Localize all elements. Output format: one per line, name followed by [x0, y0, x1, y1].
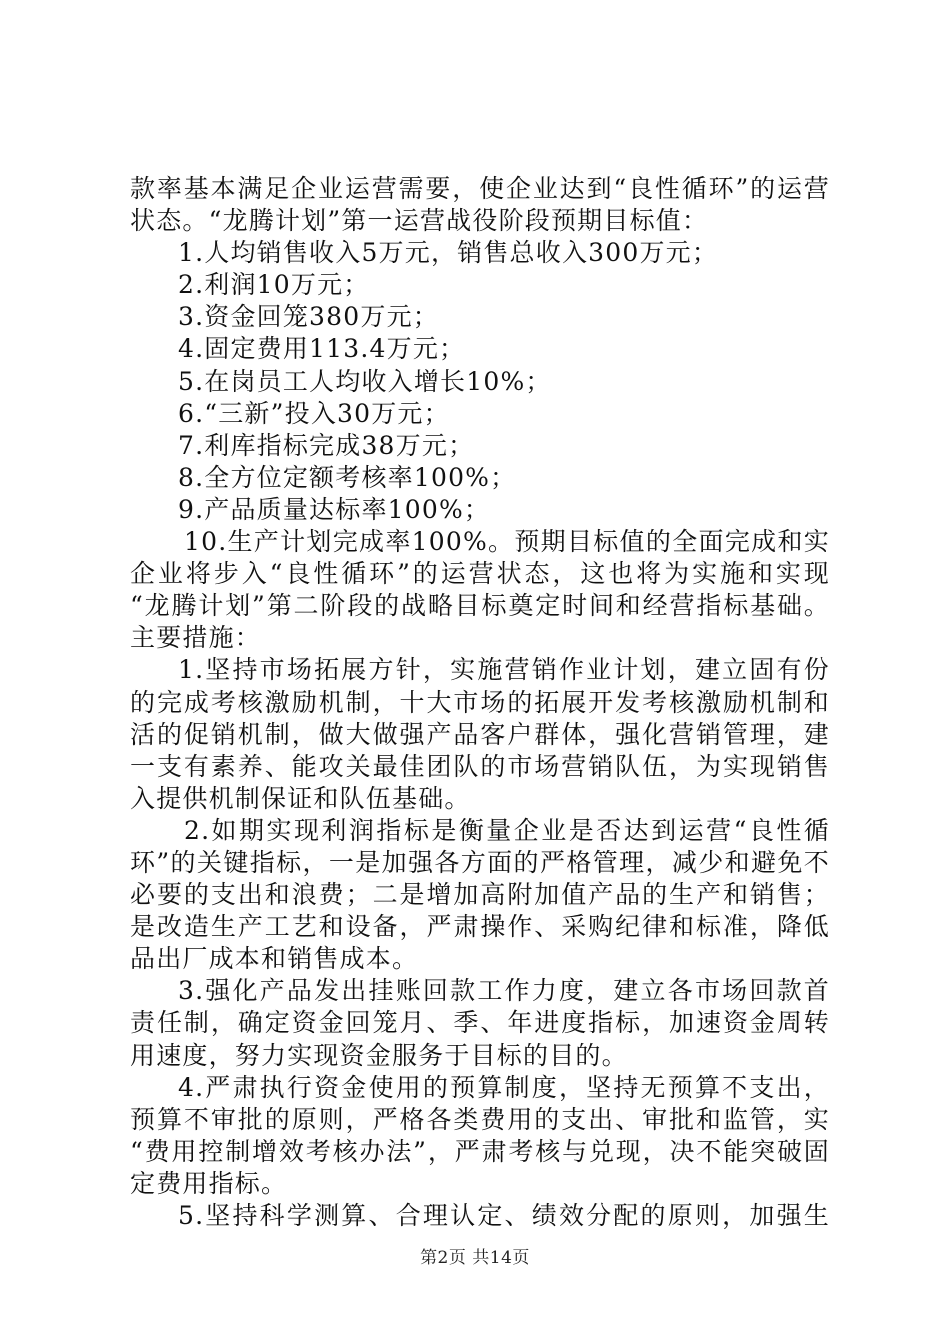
text-line: 定费用指标。: [130, 1168, 288, 1198]
text-line: 的完成考核激励机制，十大市场的拓展开发考核激励机制和: [130, 687, 830, 717]
text-line: 一支有素养、能攻关最佳团队的市场营销队伍，为实现销售: [130, 751, 830, 781]
list-item: 4.严肃执行资金使用的预算制度，坚持无预算不支出，: [178, 1072, 830, 1102]
text-line: 企业将步入“良性循环”的运营状态，这也将为实施和实现: [130, 559, 830, 589]
list-item: 2.如期实现利润指标是衡量企业是否达到运营“良性循: [184, 815, 830, 845]
list-item: 1.人均销售收入5万元，销售总收入300万元；: [178, 238, 719, 268]
text-line: 状态。“龙腾计划”第一运营战役阶段预期目标值：: [130, 206, 709, 236]
text-line: 预算不审批的原则，严格各类费用的支出、审批和监管，实: [130, 1104, 830, 1134]
list-item: 4.固定费用113.4万元；: [178, 334, 466, 364]
document-body: [130, 173, 830, 1232]
list-item: 8.全方位定额考核率100%；: [178, 462, 517, 492]
list-item: 9.产品质量达标率100%；: [178, 494, 491, 524]
text-line: 用速度，努力实现资金服务于目标的目的。: [130, 1040, 628, 1070]
text-line: 品出厂成本和销售成本。: [130, 944, 419, 974]
list-item: 5.在岗员工人均收入增长10%；: [178, 366, 552, 396]
text-line: “龙腾计划”第二阶段的战略目标奠定时间和经营指标基础。: [130, 591, 830, 621]
page-footer: 第2页 共14页: [420, 1248, 530, 1268]
text-line: 活的促销机制，做大做强产品客户群体，强化营销管理，建: [130, 719, 830, 749]
text-line: 环”的关键指标，一是加强各方面的严格管理，减少和避免不: [130, 847, 830, 877]
list-item: 7.利库指标完成38万元；: [178, 430, 475, 460]
list-item: 10.生产计划完成率100%。预期目标值的全面完成和实: [184, 527, 830, 557]
text-line: 必要的支出和浪费；二是增加高附加值产品的生产和销售；: [130, 880, 830, 910]
list-item: 2.利润10万元；: [178, 270, 370, 300]
text-line: 款率基本满足企业运营需要，使企业达到“良性循环”的运营: [130, 174, 830, 203]
text-line: 入提供机制保证和队伍基础。: [130, 783, 471, 813]
section-heading: 主要措施：: [130, 623, 262, 653]
list-item: 5.坚持科学测算、合理认定、绩效分配的原则，加强生: [178, 1201, 830, 1230]
list-item: 1.坚持市场拓展方针，实施营销作业计划，建立固有份: [178, 655, 830, 685]
list-item: 3.资金回笼380万元；: [178, 302, 439, 332]
text-line: 责任制，确定资金回笼月、季、年进度指标，加速资金周转: [130, 1008, 830, 1038]
text-line: 是改造生产工艺和设备，严肃操作、采购纪律和标准，降低: [130, 912, 830, 942]
list-item: 3.强化产品发出挂账回款工作力度，建立各市场回款首: [178, 976, 830, 1006]
list-item: 6.“三新”投入30万元；: [178, 398, 450, 428]
text-line: “费用控制增效考核办法”，严肃考核与兑现，决不能突破固: [130, 1136, 830, 1166]
